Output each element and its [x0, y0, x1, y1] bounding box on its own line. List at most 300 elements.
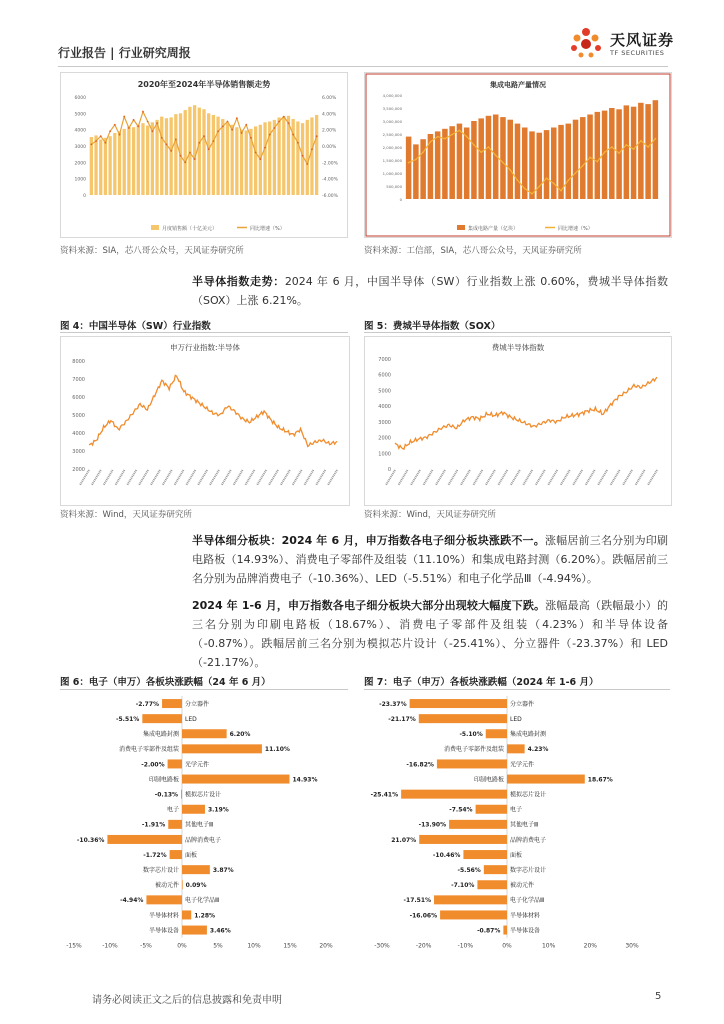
sector-bar	[182, 926, 207, 935]
sales-chart-title: 2020年至2024年半导体销售额走势	[137, 80, 271, 89]
logo-text-en: TF SECURITIES	[610, 49, 665, 57]
sox-date-label	[573, 470, 582, 485]
axis-tick-label: 20%	[319, 942, 333, 950]
ic-yoy-point	[473, 144, 475, 146]
legend-yoy: 同比增速（%）	[250, 226, 285, 232]
sector-value-label: -10.36%	[76, 836, 105, 844]
axis-tick-label: 10%	[541, 942, 556, 950]
sector-category-label: 半导体设备	[510, 927, 541, 935]
yoy-point	[259, 158, 261, 160]
sales-bar	[277, 117, 280, 195]
sw-tick: 6000	[72, 395, 85, 401]
sector-category-label: 数字芯片设计	[510, 866, 547, 874]
sector-value-label: 18.67%	[587, 776, 613, 784]
sector-bar	[146, 895, 182, 904]
ic-yoy-point	[444, 138, 446, 140]
ic-bar	[638, 103, 644, 199]
sector-category-label: 模拟芯片设计	[510, 791, 547, 799]
axis-tick-label: -10%	[457, 942, 474, 950]
sw-tick: 5000	[72, 413, 85, 419]
sox-date-label	[486, 470, 495, 485]
ic-yoy-point	[647, 146, 649, 148]
page-number: 5	[655, 991, 662, 1002]
footer-disclaimer: 请务必阅读正文之后的信息披露和免责申明	[92, 995, 282, 1006]
yoy-point	[95, 140, 97, 142]
sales-bar	[198, 108, 201, 195]
yoy-point	[222, 126, 224, 128]
paragraph-subsector-h1	[192, 596, 668, 672]
yoy-point	[133, 119, 135, 121]
sector-category-label: 品牌消费电子	[510, 836, 547, 844]
yoy-point	[114, 124, 116, 126]
sector-value-label: 11.10%	[264, 746, 290, 754]
sector-value-label: -16.82%	[406, 761, 434, 769]
yoy-point	[109, 130, 111, 132]
sector-value-label: -5.56%	[457, 866, 481, 874]
yoy-point	[297, 142, 299, 144]
yoy-point	[278, 121, 280, 123]
ic-yoy-point	[611, 146, 613, 148]
sector-value-label: 3.46%	[209, 927, 231, 935]
report-header-title: 行业报告 | 行业研究周报	[58, 46, 191, 60]
yoy-point	[227, 121, 229, 123]
ic-left-tick: 1,000,000	[382, 171, 402, 176]
sector-value-label: -4.94%	[120, 897, 144, 905]
sector-value-label: 0.09%	[185, 882, 207, 890]
sector-category-label: LED	[185, 715, 197, 723]
fig6-rule	[60, 689, 348, 690]
sales-bar	[216, 117, 219, 195]
axis-tick-label: 30%	[625, 942, 639, 950]
sox-date-label	[536, 470, 545, 485]
sector-value-label: 6.20%	[229, 731, 251, 739]
sox-date-label	[586, 470, 595, 485]
sales-right-tick: 2.00%	[322, 128, 337, 134]
sector-bar	[476, 805, 507, 814]
sector-category-label: 半导体材料	[148, 912, 179, 920]
sales-bar	[137, 125, 140, 195]
yoy-point	[90, 143, 92, 145]
sox-index-title: 费城半导体指数	[491, 343, 545, 352]
sector-value-label: -17.51%	[403, 897, 432, 905]
sales-bar	[94, 135, 97, 195]
sales-bar	[141, 123, 144, 195]
sw-tick: 7000	[72, 377, 85, 383]
sales-bar	[207, 113, 210, 195]
sales-right-tick: -4.00%	[322, 177, 338, 183]
yoy-point	[292, 134, 294, 136]
sales-bar	[113, 133, 116, 195]
sox-date-label	[436, 470, 445, 485]
sector-value-label: 14.93%	[292, 776, 318, 784]
sw-date-label	[210, 470, 219, 485]
yoy-point	[269, 134, 271, 136]
fig4-source: 资料来源：Wind，天风证券研究所	[60, 510, 192, 520]
sw-date-label	[222, 470, 231, 485]
ic-production-svg	[365, 73, 671, 237]
sector-category-label: 其他电子Ⅲ	[510, 821, 539, 829]
sector-bar	[182, 744, 262, 753]
sector-bar	[449, 820, 507, 829]
sales-chart	[60, 72, 348, 238]
ic-yoy-point	[415, 159, 417, 161]
sector-bar	[419, 714, 507, 723]
header-divider	[58, 66, 668, 67]
ic-bar	[624, 105, 630, 199]
sw-date-label	[257, 470, 266, 485]
sales-right-tick: -6.00%	[322, 194, 338, 199]
sw-date-label	[139, 470, 148, 485]
sw-index-svg	[61, 337, 349, 505]
sector-category-label: 面板	[510, 851, 523, 859]
sox-index-chart	[364, 336, 672, 506]
ic-left-tick: 0	[399, 197, 402, 202]
sector-category-label: 被动元件	[510, 882, 535, 890]
sw-tick: 4000	[72, 431, 85, 437]
sales-bar	[245, 130, 248, 195]
sales-left-tick: 1000	[74, 177, 86, 183]
sector-bar	[440, 910, 507, 919]
sales-bar	[108, 136, 111, 195]
sales-left-tick: 3000	[74, 145, 86, 150]
sox-tick: 1000	[378, 451, 391, 458]
sector-category-label: 光学元件	[510, 761, 535, 769]
yoy-point	[175, 139, 177, 141]
sales-bar	[282, 117, 285, 195]
ic-bar	[551, 128, 557, 200]
ic-yoy-point	[625, 144, 627, 146]
sales-bar	[99, 139, 102, 195]
fig3-source: 资料来源：工信部，SIA，芯八哥公众号，天风证券研究所	[364, 246, 582, 256]
sector-value-label: -5.10%	[459, 731, 483, 739]
sales-bar	[263, 122, 266, 195]
sw-date-label	[234, 470, 243, 485]
sector-value-label: -21.17%	[388, 715, 416, 723]
ic-bar	[500, 117, 506, 199]
sector-category-label: 电子化学品Ⅲ	[185, 897, 220, 905]
sector-value-label: -25.41%	[370, 791, 399, 799]
sales-right-tick: 4.00%	[322, 112, 337, 118]
ic-yoy-point	[538, 186, 540, 188]
sales-right-tick: -2.00%	[322, 161, 338, 167]
sector-category-label: 电子化学品Ⅲ	[510, 897, 545, 905]
paragraph-index-trend	[192, 272, 668, 310]
sales-bar	[231, 125, 234, 195]
sector-bar	[477, 880, 507, 889]
ic-left-tick: 2,500,000	[382, 132, 402, 137]
sw-tick: 2000	[72, 467, 85, 473]
sw-date-label	[281, 470, 290, 485]
ic-bar	[478, 118, 484, 199]
yoy-point	[184, 161, 186, 163]
ic-yoy-point	[596, 161, 598, 163]
sox-index-line	[395, 377, 657, 449]
sox-index-svg	[365, 337, 671, 505]
sw-index-line	[89, 375, 337, 446]
fig5-source: 资料来源：Wind，天风证券研究所	[364, 510, 496, 520]
ic-yoy-point	[451, 134, 453, 136]
sales-bar	[273, 120, 276, 195]
yoy-point	[105, 142, 107, 144]
sector-bar	[507, 744, 525, 753]
yoy-point	[161, 137, 163, 139]
sox-date-label	[461, 470, 470, 485]
sector-bar	[434, 895, 507, 904]
sales-bar	[212, 115, 215, 195]
paragraph-subsector-h1-body: 涨幅最高（跌幅最小）的三名分别为印刷电路板（18.67%）、消费电子零部件及组装（4.23%）和半导体设备（-0.87%）。跌幅居前三名分别为模拟芯片设计（-25.41%）、分立器件（-23.37%）和 LED（-21.17%）。	[192, 599, 669, 669]
ic-yoy-point	[524, 188, 526, 190]
ic-yoy-point	[466, 136, 468, 138]
sox-date-label	[411, 470, 420, 485]
sector-bar	[182, 865, 210, 874]
sox-date-label	[561, 470, 570, 485]
sales-bar	[310, 117, 313, 195]
sox-tick: 6000	[378, 372, 391, 379]
sales-bar	[188, 107, 191, 195]
sector-change-h1-svg	[364, 692, 670, 952]
sox-tick: 7000	[378, 357, 391, 363]
axis-tick-label: 10%	[247, 942, 261, 950]
yoy-point	[236, 117, 238, 119]
sw-index-title: 申万行业指数:半导体	[169, 343, 241, 352]
sector-change-h1-chart	[364, 692, 670, 952]
ic-bar	[645, 104, 651, 199]
ic-bar	[471, 121, 477, 199]
sector-value-label: -1.72%	[143, 851, 167, 859]
axis-tick-label: 20%	[583, 942, 598, 950]
sector-value-label: -23.37%	[379, 700, 407, 708]
yoy-point	[311, 148, 313, 150]
paragraph-subsector-h1-lead: 2024 年 1-6 月，申万指数各电子细分板块大部分出现较大幅度下跌。	[192, 599, 546, 612]
sox-date-label	[448, 470, 457, 485]
ic-yoy-point	[560, 190, 562, 192]
sector-bar	[168, 759, 182, 768]
logo-text-cn: 天风证券	[610, 31, 675, 49]
yoy-point	[123, 116, 125, 118]
sales-left-tick: 2000	[74, 161, 86, 167]
sector-category-label: 模拟芯片设计	[185, 791, 222, 799]
sector-bar	[182, 880, 183, 889]
fig7-label: 图 7：电子（申万）各板块涨跌幅（2024 年 1-6 月）	[364, 677, 599, 688]
ic-bar	[566, 124, 572, 199]
ic-yoy-point	[582, 165, 584, 167]
ic-yoy-point	[459, 129, 461, 131]
sales-bar	[184, 110, 187, 195]
sector-bar	[182, 775, 289, 784]
sales-left-tick: 4000	[74, 128, 86, 134]
ic-yoy-point	[604, 151, 606, 153]
ic-yoy-point	[618, 152, 620, 154]
sales-bar	[132, 127, 135, 195]
sector-value-label: -2.00%	[141, 761, 165, 769]
sales-bar	[160, 117, 163, 195]
yoy-point	[306, 163, 308, 165]
ic-bar	[631, 107, 637, 199]
axis-tick-label: 5%	[213, 942, 223, 950]
sector-value-label: 21.07%	[391, 836, 417, 844]
ic-bar	[486, 116, 492, 199]
sales-bar	[301, 123, 304, 195]
sector-category-label: 消费电子零部件及组装	[118, 746, 179, 754]
fig4-rule	[60, 332, 348, 333]
yoy-point	[137, 126, 139, 128]
company-logo	[566, 26, 676, 60]
paragraph-index-trend-body: 2024 年 6 月，中国半导体（SW）行业指数上涨 0.60%，费城半导体指数（SOX）上涨 6.21%。	[192, 275, 669, 307]
yoy-point	[194, 158, 196, 160]
sector-value-label: -7.10%	[451, 882, 475, 890]
sector-bar	[181, 790, 182, 799]
yoy-point	[212, 140, 214, 142]
sales-bar	[123, 129, 126, 195]
sector-value-label: 3.87%	[212, 866, 234, 874]
sector-value-label: 3.19%	[207, 806, 229, 814]
sox-date-label	[398, 470, 407, 485]
sector-category-label: 分立器件	[185, 700, 210, 708]
ic-left-tick: 1,500,000	[382, 158, 402, 163]
ic-yoy-point	[553, 183, 555, 185]
yoy-point	[119, 134, 121, 136]
yoy-point	[151, 130, 153, 132]
sw-date-label	[163, 470, 172, 485]
sector-category-label: 集成电路封测	[142, 731, 179, 739]
sector-change-june-svg	[60, 692, 348, 952]
sector-category-label: 品牌消费电子	[185, 836, 222, 844]
yoy-point	[217, 130, 219, 132]
yoy-point	[128, 127, 130, 129]
ic-bar	[435, 131, 441, 199]
yoy-point	[170, 150, 172, 152]
ic-yoy-point	[502, 162, 504, 164]
sector-category-label: 其他电子Ⅲ	[185, 821, 214, 829]
ic-bar	[609, 108, 615, 199]
sector-category-label: 消费电子零部件及组装	[443, 746, 504, 754]
sox-tick: 2000	[378, 435, 391, 442]
sector-bar	[437, 759, 507, 768]
ic-bar	[529, 131, 535, 199]
ic-yoy-point	[437, 136, 439, 138]
yoy-point	[100, 135, 102, 137]
sector-bar	[168, 820, 182, 829]
ic-bar	[580, 117, 586, 199]
sector-category-label: 电子	[510, 806, 523, 814]
sector-value-label: -13.90%	[418, 821, 447, 829]
sales-bar	[170, 117, 173, 195]
sw-date-label	[269, 470, 278, 485]
sales-bar	[127, 126, 130, 195]
sector-bar	[107, 835, 182, 844]
sox-tick: 0	[387, 467, 391, 473]
sales-bar	[315, 115, 318, 195]
yoy-point	[180, 155, 182, 157]
sales-bar	[90, 137, 93, 195]
sales-bar	[174, 114, 177, 195]
sales-left-tick: 6000	[74, 96, 86, 101]
ic-yoy-point	[567, 179, 569, 181]
sales-bar	[296, 122, 299, 196]
sector-value-label: 1.28%	[194, 912, 216, 920]
yoy-point	[203, 135, 205, 137]
sales-bar	[240, 130, 243, 195]
paragraph-subsector-june-lead: 半导体细分板块：2024 年 6 月，申万指数各电子细分板块涨跌不一。	[192, 534, 545, 547]
fig7-rule	[364, 689, 670, 690]
sox-date-label	[523, 470, 532, 485]
sector-value-label: -10.46%	[432, 851, 461, 859]
yoy-point	[208, 148, 210, 150]
sw-date-label	[92, 470, 101, 485]
sector-change-june-chart	[60, 692, 348, 952]
ic-yoy-point	[495, 154, 497, 156]
sector-bar	[503, 926, 507, 935]
ic-bar	[616, 109, 622, 199]
yoy-point	[245, 124, 247, 126]
sox-date-label	[511, 470, 520, 485]
sox-date-label	[598, 470, 607, 485]
sox-date-label	[623, 470, 632, 485]
sales-bar	[221, 119, 224, 195]
fig5-rule	[364, 332, 670, 333]
sector-bar	[182, 729, 227, 738]
sector-bar	[401, 790, 507, 799]
sales-left-tick: 0	[83, 194, 86, 199]
sw-date-label	[316, 470, 325, 485]
fig4-label: 图 4：中国半导体（SW）行业指数	[60, 321, 211, 332]
ic-production-chart	[364, 72, 672, 238]
ic-yoy-point	[531, 193, 533, 195]
yoy-point	[264, 147, 266, 149]
yoy-point	[189, 152, 191, 154]
sales-bar	[151, 122, 154, 195]
axis-tick-label: -15%	[66, 942, 82, 950]
ic-yoy-point	[480, 151, 482, 153]
sales-bar	[193, 105, 196, 195]
ic-yoy-point	[640, 140, 642, 142]
sector-category-label: 印制电路板	[473, 776, 504, 784]
sector-category-label: 面板	[185, 851, 198, 859]
ic-yoy-point	[546, 177, 548, 179]
sector-category-label: 分立器件	[510, 700, 535, 708]
sw-date-label	[104, 470, 113, 485]
sector-bar	[142, 714, 182, 723]
sector-value-label: -2.77%	[135, 700, 160, 708]
sw-date-label	[127, 470, 136, 485]
sox-date-label	[473, 470, 482, 485]
ic-chart-title: 集成电路产量情况	[490, 81, 546, 89]
yoy-point	[274, 127, 276, 129]
ic-yoy-point	[654, 138, 656, 140]
ic-bar	[406, 137, 412, 199]
ic-bar	[595, 112, 601, 199]
sector-value-label: -16.06%	[409, 912, 438, 920]
sales-chart-svg	[61, 73, 347, 237]
sector-bar	[410, 699, 507, 708]
ic-bar	[413, 144, 419, 199]
sw-date-label	[151, 470, 160, 485]
ic-bar	[420, 139, 426, 199]
axis-tick-label: 0%	[177, 942, 187, 950]
sales-bar	[235, 127, 238, 195]
sales-bar	[202, 109, 205, 195]
axis-tick-label: -10%	[102, 942, 118, 950]
sector-bar	[484, 865, 507, 874]
fig2-source: 资料来源：SIA，芯八哥公众号，天风证券研究所	[60, 246, 244, 256]
sw-date-label	[115, 470, 124, 485]
sales-left-tick: 5000	[74, 112, 86, 118]
sox-date-label	[548, 470, 557, 485]
sw-date-label	[328, 470, 337, 485]
sector-category-label: 印制电路板	[148, 776, 179, 784]
paragraph-index-trend-lead: 半导体指数走势：	[192, 275, 285, 288]
sales-bar	[254, 126, 257, 195]
